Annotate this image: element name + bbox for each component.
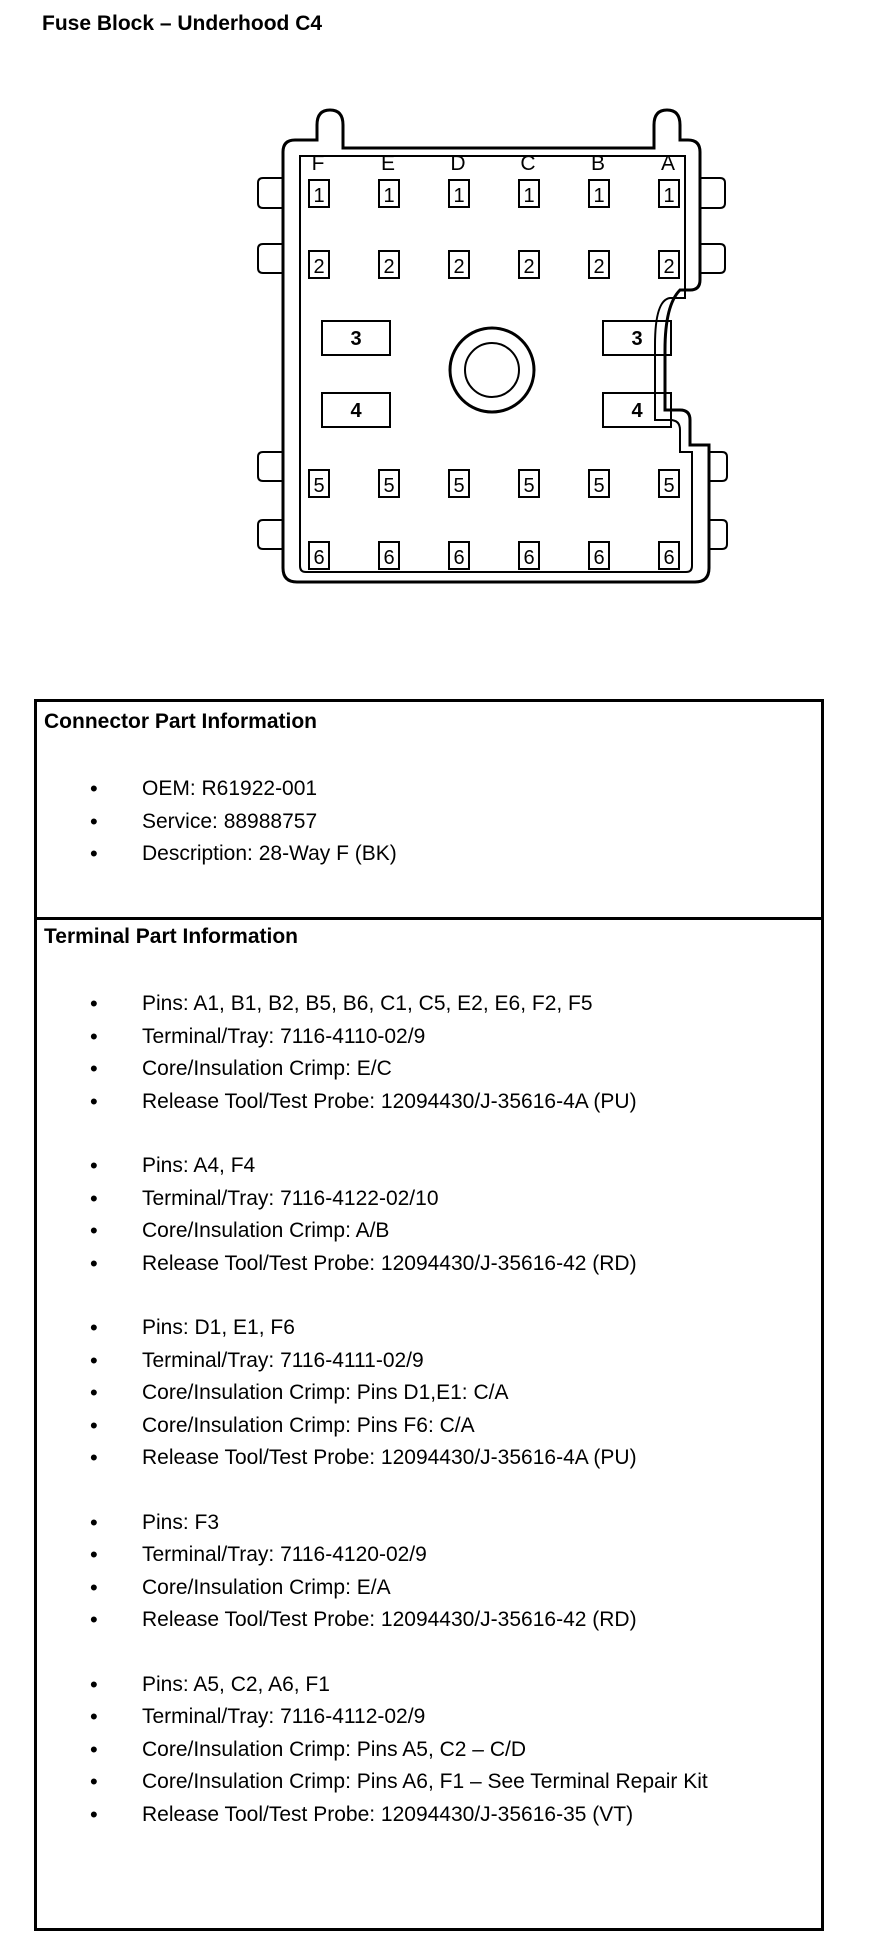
cavity-e2: 2: [383, 256, 395, 278]
list-item: • Terminal/Tray: 7116-4122-02/10: [37, 1183, 821, 1216]
column-label-b: B: [590, 152, 606, 175]
right-latch-tabs: [700, 178, 727, 549]
column-label-a: A: [660, 152, 676, 175]
cavity-d1: 1: [453, 185, 465, 207]
cavity-row-5: [309, 470, 679, 497]
list-item: • Core/Insulation Crimp: E/A: [37, 1572, 821, 1605]
connector-housing-outline: [283, 110, 709, 582]
terminal-group-5: [37, 1669, 821, 1832]
cavity-a2: 2: [663, 256, 675, 278]
list-item: • Core/Insulation Crimp: E/C: [37, 1053, 821, 1086]
cavity-d5: 5: [453, 475, 465, 497]
part-info-table: [34, 699, 824, 1931]
terminal-groups: [37, 988, 821, 1831]
cavity-a4: 4: [631, 400, 643, 422]
column-label-c: C: [520, 152, 536, 175]
cavity-e5: 5: [383, 475, 395, 497]
cavity-c2: 2: [523, 256, 535, 278]
list-item: • Terminal/Tray: 7116-4111-02/9: [37, 1345, 821, 1378]
list-item: • Release Tool/Test Probe: 12094430/J-35616-42 (RD): [37, 1604, 821, 1637]
cavity-e6: 6: [383, 547, 395, 569]
column-label-f: F: [311, 152, 325, 175]
list-item: • OEM: R61922-001: [37, 773, 821, 806]
list-item: • Core/Insulation Crimp: Pins A6, F1 – See Terminal Repair Kit: [37, 1766, 821, 1799]
cavity-f6: 6: [313, 547, 325, 569]
cavity-a5: 5: [663, 475, 675, 497]
list-item: • Pins: F3: [37, 1507, 821, 1540]
list-item: • Terminal/Tray: 7116-4112-02/9: [37, 1701, 821, 1734]
page-title: Fuse Block – Underhood C4: [42, 12, 323, 35]
terminal-part-section: [37, 917, 821, 1928]
list-item: • Core/Insulation Crimp: Pins A5, C2 – C/D: [37, 1734, 821, 1767]
column-label-d: D: [450, 152, 466, 175]
connector-inner-outline: [300, 156, 692, 572]
terminal-group-2: [37, 1150, 821, 1280]
list-item: • Release Tool/Test Probe: 12094430/J-35616-4A (PU): [37, 1086, 821, 1119]
cavity-a6: 6: [663, 547, 675, 569]
list-item: • Terminal/Tray: 7116-4110-02/9: [37, 1021, 821, 1054]
cavity-b6: 6: [593, 547, 605, 569]
center-mounting-hole: [450, 328, 534, 412]
list-item: • Service: 88988757: [37, 806, 821, 839]
cavity-f4: 4: [350, 400, 362, 422]
cavity-row-1: [309, 180, 679, 207]
cavity-d2: 2: [453, 256, 465, 278]
list-item: • Release Tool/Test Probe: 12094430/J-35616-35 (VT): [37, 1799, 821, 1832]
cavity-e1: 1: [383, 185, 395, 207]
terminal-group-1: [37, 988, 821, 1118]
list-item: • Core/Insulation Crimp: Pins F6: C/A: [37, 1410, 821, 1443]
cavity-f3: 3: [350, 328, 362, 350]
cavity-d6: 6: [453, 547, 465, 569]
list-item: • Release Tool/Test Probe: 12094430/J-35616-4A (PU): [37, 1442, 821, 1475]
list-item: • Pins: A5, C2, A6, F1: [37, 1669, 821, 1702]
list-item: • Core/Insulation Crimp: A/B: [37, 1215, 821, 1248]
list-item: • Release Tool/Test Probe: 12094430/J-35616-42 (RD): [37, 1248, 821, 1281]
cavity-row-2: [309, 251, 679, 278]
cavity-b1: 1: [593, 185, 605, 207]
cavity-c5: 5: [523, 475, 535, 497]
list-item: • Pins: A1, B1, B2, B5, B6, C1, C5, E2, E6, F2, F5: [37, 988, 821, 1021]
cavity-b5: 5: [593, 475, 605, 497]
cavity-c6: 6: [523, 547, 535, 569]
cavity-a3: 3: [631, 328, 643, 350]
cavity-b2: 2: [593, 256, 605, 278]
list-item: • Pins: D1, E1, F6: [37, 1312, 821, 1345]
connector-part-section: [37, 702, 821, 920]
cavity-f1: 1: [313, 185, 325, 207]
cavity-row-6: [309, 542, 679, 569]
column-label-e: E: [380, 152, 396, 175]
connector-diagram: [0, 0, 880, 640]
cavity-c1: 1: [523, 185, 535, 207]
terminal-group-4: [37, 1507, 821, 1637]
connector-part-list: [37, 773, 821, 871]
cavity-f2: 2: [313, 256, 325, 278]
left-latch-tabs: [258, 178, 283, 549]
terminal-part-heading: Terminal Part Information: [44, 925, 298, 948]
list-item: • Pins: A4, F4: [37, 1150, 821, 1183]
connector-part-heading: Connector Part Information: [44, 710, 318, 733]
list-item: • Terminal/Tray: 7116-4120-02/9: [37, 1539, 821, 1572]
cavity-a1: 1: [663, 185, 675, 207]
list-item: • Description: 28-Way F (BK): [37, 838, 821, 871]
cavity-f5: 5: [313, 475, 325, 497]
list-item: • Core/Insulation Crimp: Pins D1,E1: C/A: [37, 1377, 821, 1410]
terminal-group-3: [37, 1312, 821, 1475]
center-mounting-hole-inner: [465, 343, 519, 397]
